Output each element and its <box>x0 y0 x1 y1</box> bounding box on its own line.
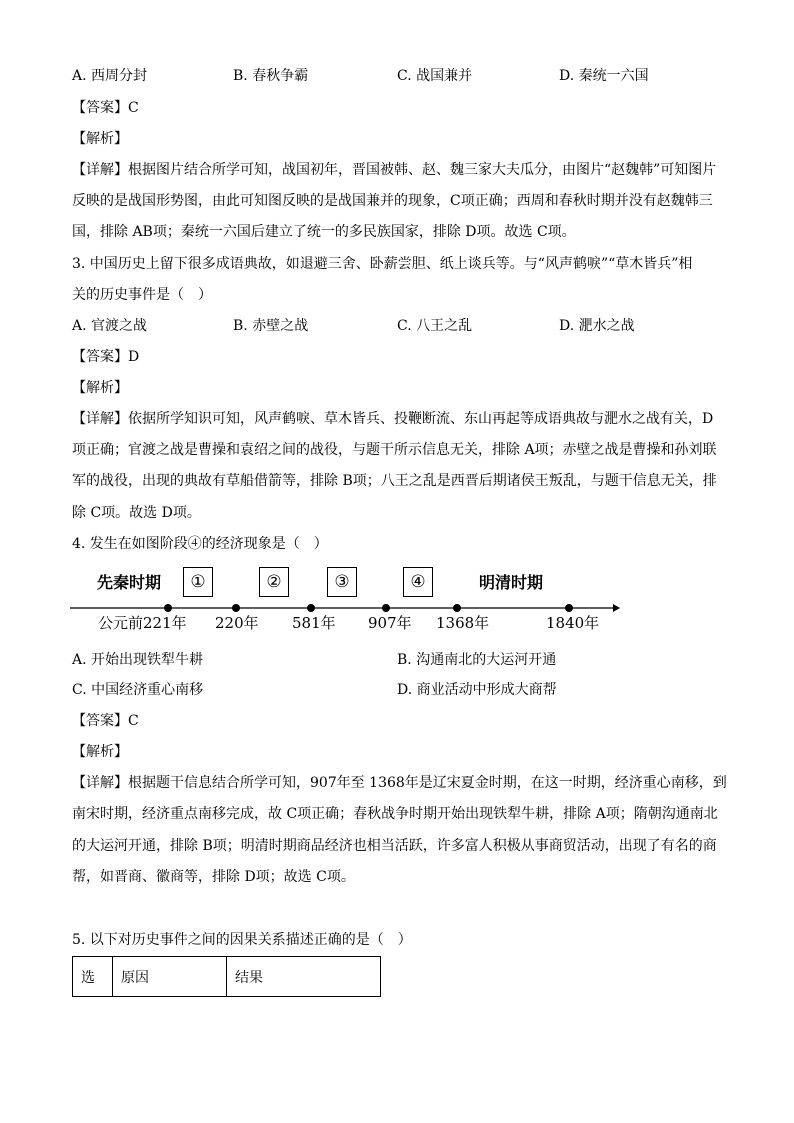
q3-option-c: C. 八王之乱 <box>397 318 473 334</box>
q4-option-d: D. 商业活动中形成大商帮 <box>397 682 557 698</box>
answer-label: 【答案】 <box>72 349 128 365</box>
q5-stem: 5. 以下对历史事件之间的因果关系描述正确的是（ ） <box>72 932 412 948</box>
q4-detail-line: 【详解】根据题干信息结合所学可知，907年至 1368年是辽宋夏金时期，在这一时期，经济重心南移，到 <box>72 775 727 791</box>
q2-detail-line: 【详解】根据图片结合所学可知，战国初年，晋国被韩、赵、魏三家大夫瓜分，由图片“赵魏韩”可知图片 <box>72 162 717 178</box>
timeline-dot <box>164 604 172 612</box>
answer-label: 【答案】 <box>72 713 128 729</box>
table-header-cell: 结果 <box>227 957 381 997</box>
table-header-cell: 原因 <box>113 957 227 997</box>
q4-analysis-label: 【解析】 <box>72 744 128 760</box>
timeline-year: 220年 <box>215 614 259 632</box>
answer-value: C <box>128 713 139 729</box>
timeline-dot <box>453 604 461 612</box>
timeline-left-label: 先秦时期 <box>97 573 162 592</box>
stage-box-1: ① <box>183 567 213 597</box>
q3-option-a: A. 官渡之战 <box>72 318 148 334</box>
timeline-dot <box>565 604 573 612</box>
q2-option-d: D. 秦统一六国 <box>559 68 649 84</box>
q4-option-a: A. 开始出现铁犁牛耕 <box>72 652 204 668</box>
timeline-dot <box>232 604 240 612</box>
stage-box-4: ④ <box>403 567 433 597</box>
q3-answer <box>72 347 139 367</box>
timeline-year: 1368年 <box>436 614 490 632</box>
timeline-year: 公元前221年 <box>98 614 187 632</box>
answer-value: C <box>128 100 139 116</box>
table-header-cell: 选 <box>73 957 113 997</box>
q3-stem-line: 关的历史事件是（ ） <box>72 287 212 303</box>
q4-option-c: C. 中国经济重心南移 <box>72 682 204 698</box>
q2-option-b: B. 春秋争霸 <box>233 68 309 84</box>
q4-option-b: B. 沟通南北的大运河开通 <box>397 652 557 668</box>
q2-answer <box>72 98 139 118</box>
q4-stem: 4. 发生在如图阶段④的经济现象是（ ） <box>72 536 328 552</box>
stage-box-3: ③ <box>327 567 357 597</box>
q2-detail-line: 反映的是战国形势图，由此可知图反映的是战国兼并的现象，C项正确；西周和春秋时期并没有赵魏韩三 <box>72 193 713 209</box>
q4-answer <box>72 711 139 731</box>
q3-stem-line: 3. 中国历史上留下很多成语典故，如退避三舍、卧薪尝胆、纸上谈兵等。与“风声鹤唳”“草木皆兵”相 <box>72 256 693 272</box>
q3-detail-line: 除 C项。故选 D项。 <box>72 505 201 521</box>
q2-detail-line: 国，排除 AB项；秦统一六国后建立了统一的多民族国家，排除 D项。故选 C项。 <box>72 224 576 240</box>
q4-detail-line: 帮，如晋商、徽商等，排除 D项；故选 C项。 <box>72 869 355 885</box>
timeline-year: 1840年 <box>546 614 600 632</box>
timeline-dot <box>307 604 315 612</box>
answer-label: 【答案】 <box>72 100 128 116</box>
q2-option-c: C. 战国兼并 <box>397 68 473 84</box>
answer-value: D <box>128 349 140 365</box>
q4-detail-line: 的大运河开通，排除 B项；明清时期商品经济也相当活跃，许多富人积极从事商贸活动，出现了有名的商 <box>72 838 717 854</box>
stage-box-2: ② <box>259 567 289 597</box>
table-row <box>73 957 381 997</box>
q2-analysis-label: 【解析】 <box>72 131 128 147</box>
q4-detail-line: 南宋时期，经济重点南移完成，故 C项正确；春秋战争时期开始出现铁犁牛耕，排除 A项；隋朝沟通南北 <box>72 806 718 822</box>
timeline-dot <box>382 604 390 612</box>
q3-analysis-label: 【解析】 <box>72 380 128 396</box>
q3-option-d: D. 淝水之战 <box>559 318 635 334</box>
q5-table <box>72 956 381 997</box>
timeline-year: 581年 <box>292 614 336 632</box>
q3-detail-line: 军的战役，出现的典故有草船借箭等，排除 B项；八王之乱是西晋后期诸侯王叛乱，与题干信息无关，排 <box>72 473 717 489</box>
timeline-right-label: 明清时期 <box>479 573 544 592</box>
q3-option-b: B. 赤壁之战 <box>233 318 309 334</box>
q2-option-a: A. 西周分封 <box>72 68 148 84</box>
timeline-year: 907年 <box>368 614 412 632</box>
q3-detail-line: 【详解】依据所学知识可知，风声鹤唳、草木皆兵、投鞭断流、东山再起等成语典故与淝水之战有关，D <box>72 411 714 427</box>
q3-detail-line: 项正确；官渡之战是曹操和袁绍之间的战役，与题干所示信息无关，排除 A项；赤壁之战是曹操和孙刘联 <box>72 442 717 458</box>
